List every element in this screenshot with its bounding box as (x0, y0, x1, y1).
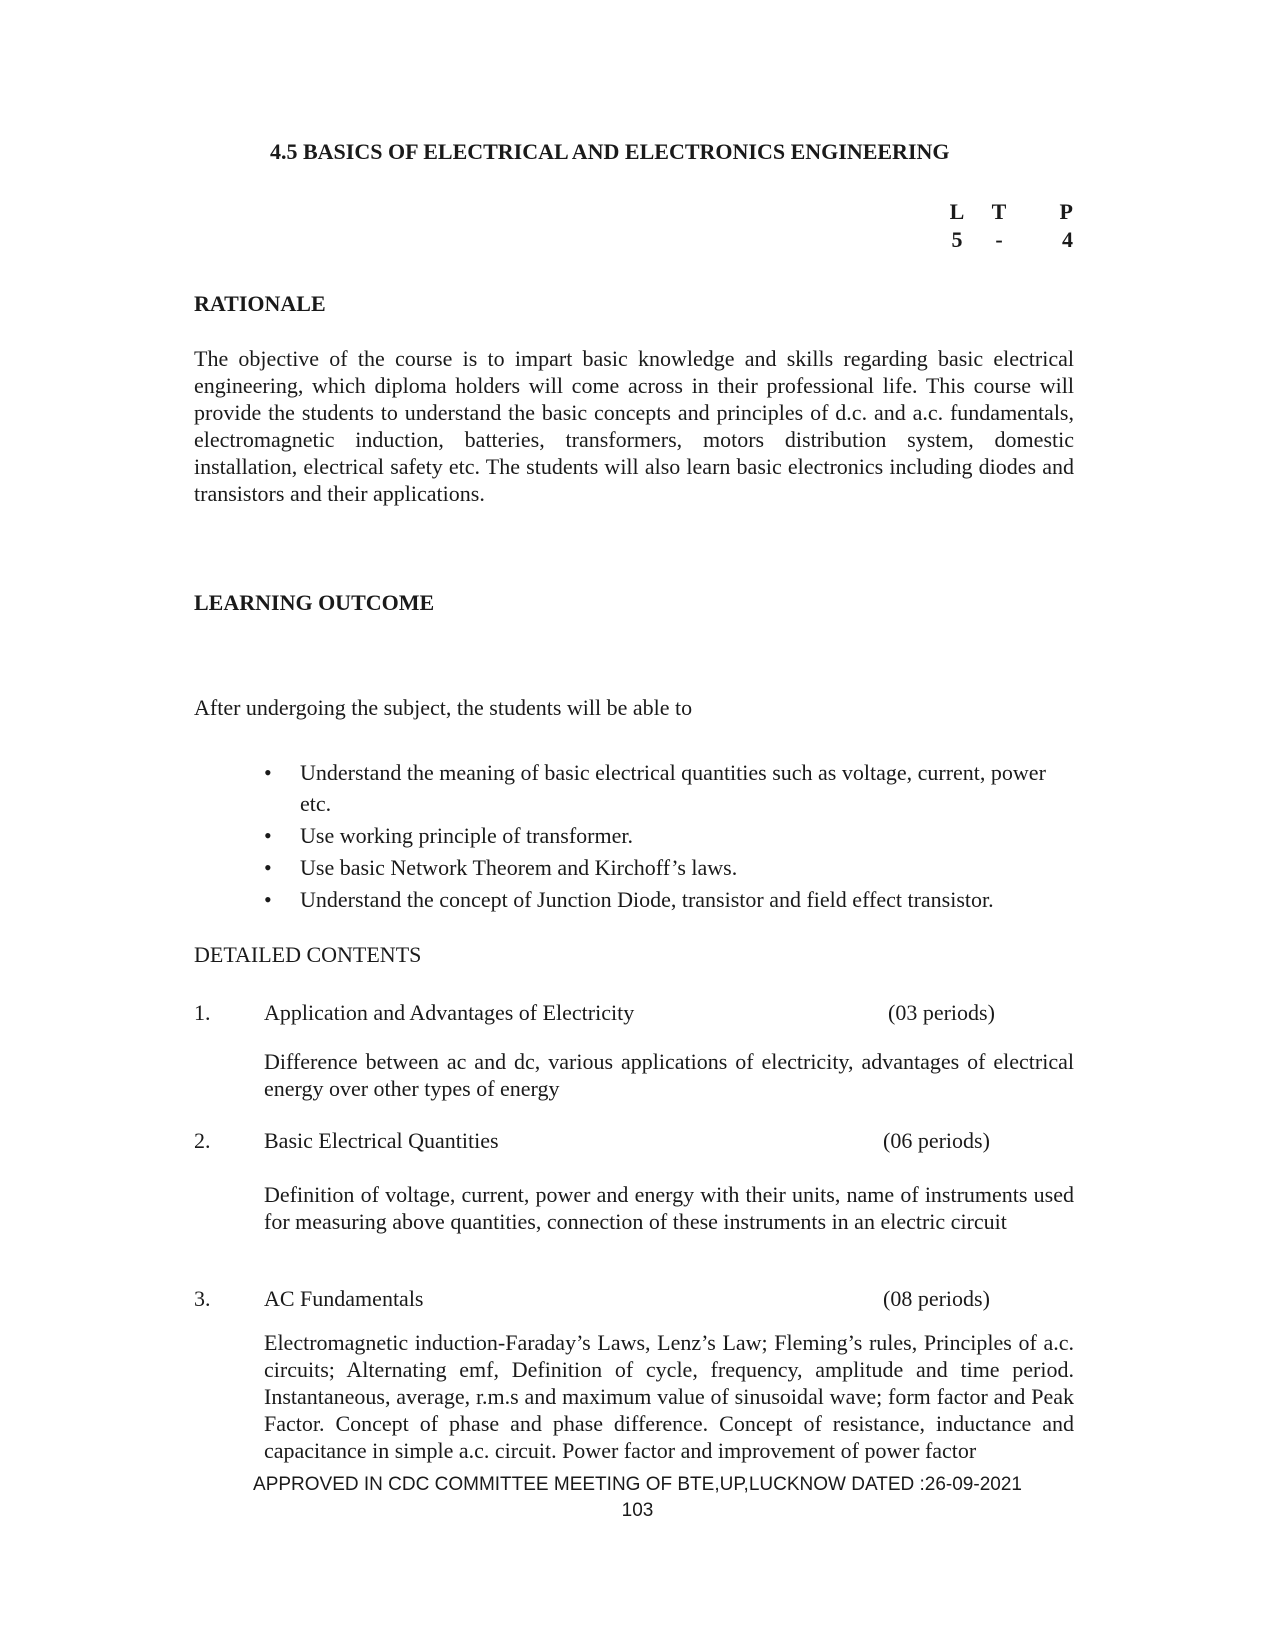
learning-outcome-list (258, 757, 1058, 916)
ltp-header-p: P (1059, 199, 1073, 224)
ltp-value-p: 4 (1062, 227, 1073, 252)
ltp-value-t: - (995, 227, 1003, 252)
unit-3-title: AC Fundamentals (264, 1286, 424, 1311)
unit-1-body: Difference between ac and dc, various applications of electricity, advantages of electrical energy over other types of energy (264, 1049, 1074, 1101)
approval-footer: APPROVED IN CDC COMMITTEE MEETING OF BTE,UP,LUCKNOW DATED :26-09-2021 (253, 1474, 1022, 1495)
ltp-header-t: T (991, 199, 1007, 224)
learning-outcome-heading: LEARNING OUTCOME (194, 590, 435, 615)
learning-outcome-intro: After undergoing the subject, the students will be able to (194, 695, 693, 720)
list-item: • Understand the meaning of basic electrical quantities such as voltage, current, power etc. (258, 757, 1058, 819)
unit-3-body: Electromagnetic induction-Faraday’s Laws, Lenz’s Law; Fleming’s rules, Principles of a.c. circuits; Alternating emf, Definition of cycle, frequency, amplitude and time period. Instantaneous, average, r.m.s and maximum value of sinusoidal wave; form factor and Peak Factor. Concept of phase and phase difference. Concept of resistance, inductance and capacitance in simple a.c. circuit. Power factor and improvement of power factor (264, 1330, 1074, 1463)
bullet-icon: • (264, 887, 272, 912)
unit-3-periods: (08 periods) (883, 1286, 990, 1311)
ltp-header-l: L (949, 199, 965, 224)
list-item: • Use working principle of transformer. (258, 820, 1058, 851)
page-number: 103 (621, 1500, 654, 1521)
unit-2-title: Basic Electrical Quantities (264, 1128, 499, 1153)
ltp-value-l: 5 (951, 227, 963, 252)
unit-1-title: Application and Advantages of Electricity (264, 1000, 635, 1025)
unit-1-periods: (03 periods) (888, 1000, 995, 1025)
unit-3-number: 3. (194, 1286, 211, 1311)
bullet-icon: • (264, 823, 272, 848)
unit-2-body: Definition of voltage, current, power and energy with their units, name of instruments used for measuring above quantities, connection of these instruments in an electric circuit (264, 1182, 1074, 1234)
rationale-text: The objective of the course is to impart basic knowledge and skills regarding basic electrical engineering, which diploma holders will come across in their professional life. This course will provide the students to understand the basic concepts and principles of d.c. and a.c. fundamentals, electromagnetic induction, batteries, transformers, motors distribution system, domestic installation, electrical safety etc. The students will also learn basic electronics including diodes and transistors and their applications. (194, 346, 1074, 506)
course-title: 4.5 BASICS OF ELECTRICAL AND ELECTRONICS ENGINEERING (270, 139, 950, 164)
unit-2-periods: (06 periods) (883, 1128, 990, 1153)
ltp-table (945, 198, 1073, 254)
bullet-icon: • (264, 855, 272, 880)
ltp-value-row (945, 226, 1073, 254)
bullet-icon: • (264, 760, 272, 785)
detailed-contents-heading: DETAILED CONTENTS (194, 942, 422, 967)
ltp-header-row (945, 198, 1073, 226)
list-item: • Use basic Network Theorem and Kirchoff’s laws. (258, 852, 1058, 883)
unit-1-number: 1. (194, 1000, 211, 1025)
rationale-heading: RATIONALE (194, 291, 326, 316)
list-item: • Understand the concept of Junction Diode, transistor and field effect transistor. (258, 884, 1058, 915)
unit-2-number: 2. (194, 1128, 211, 1153)
